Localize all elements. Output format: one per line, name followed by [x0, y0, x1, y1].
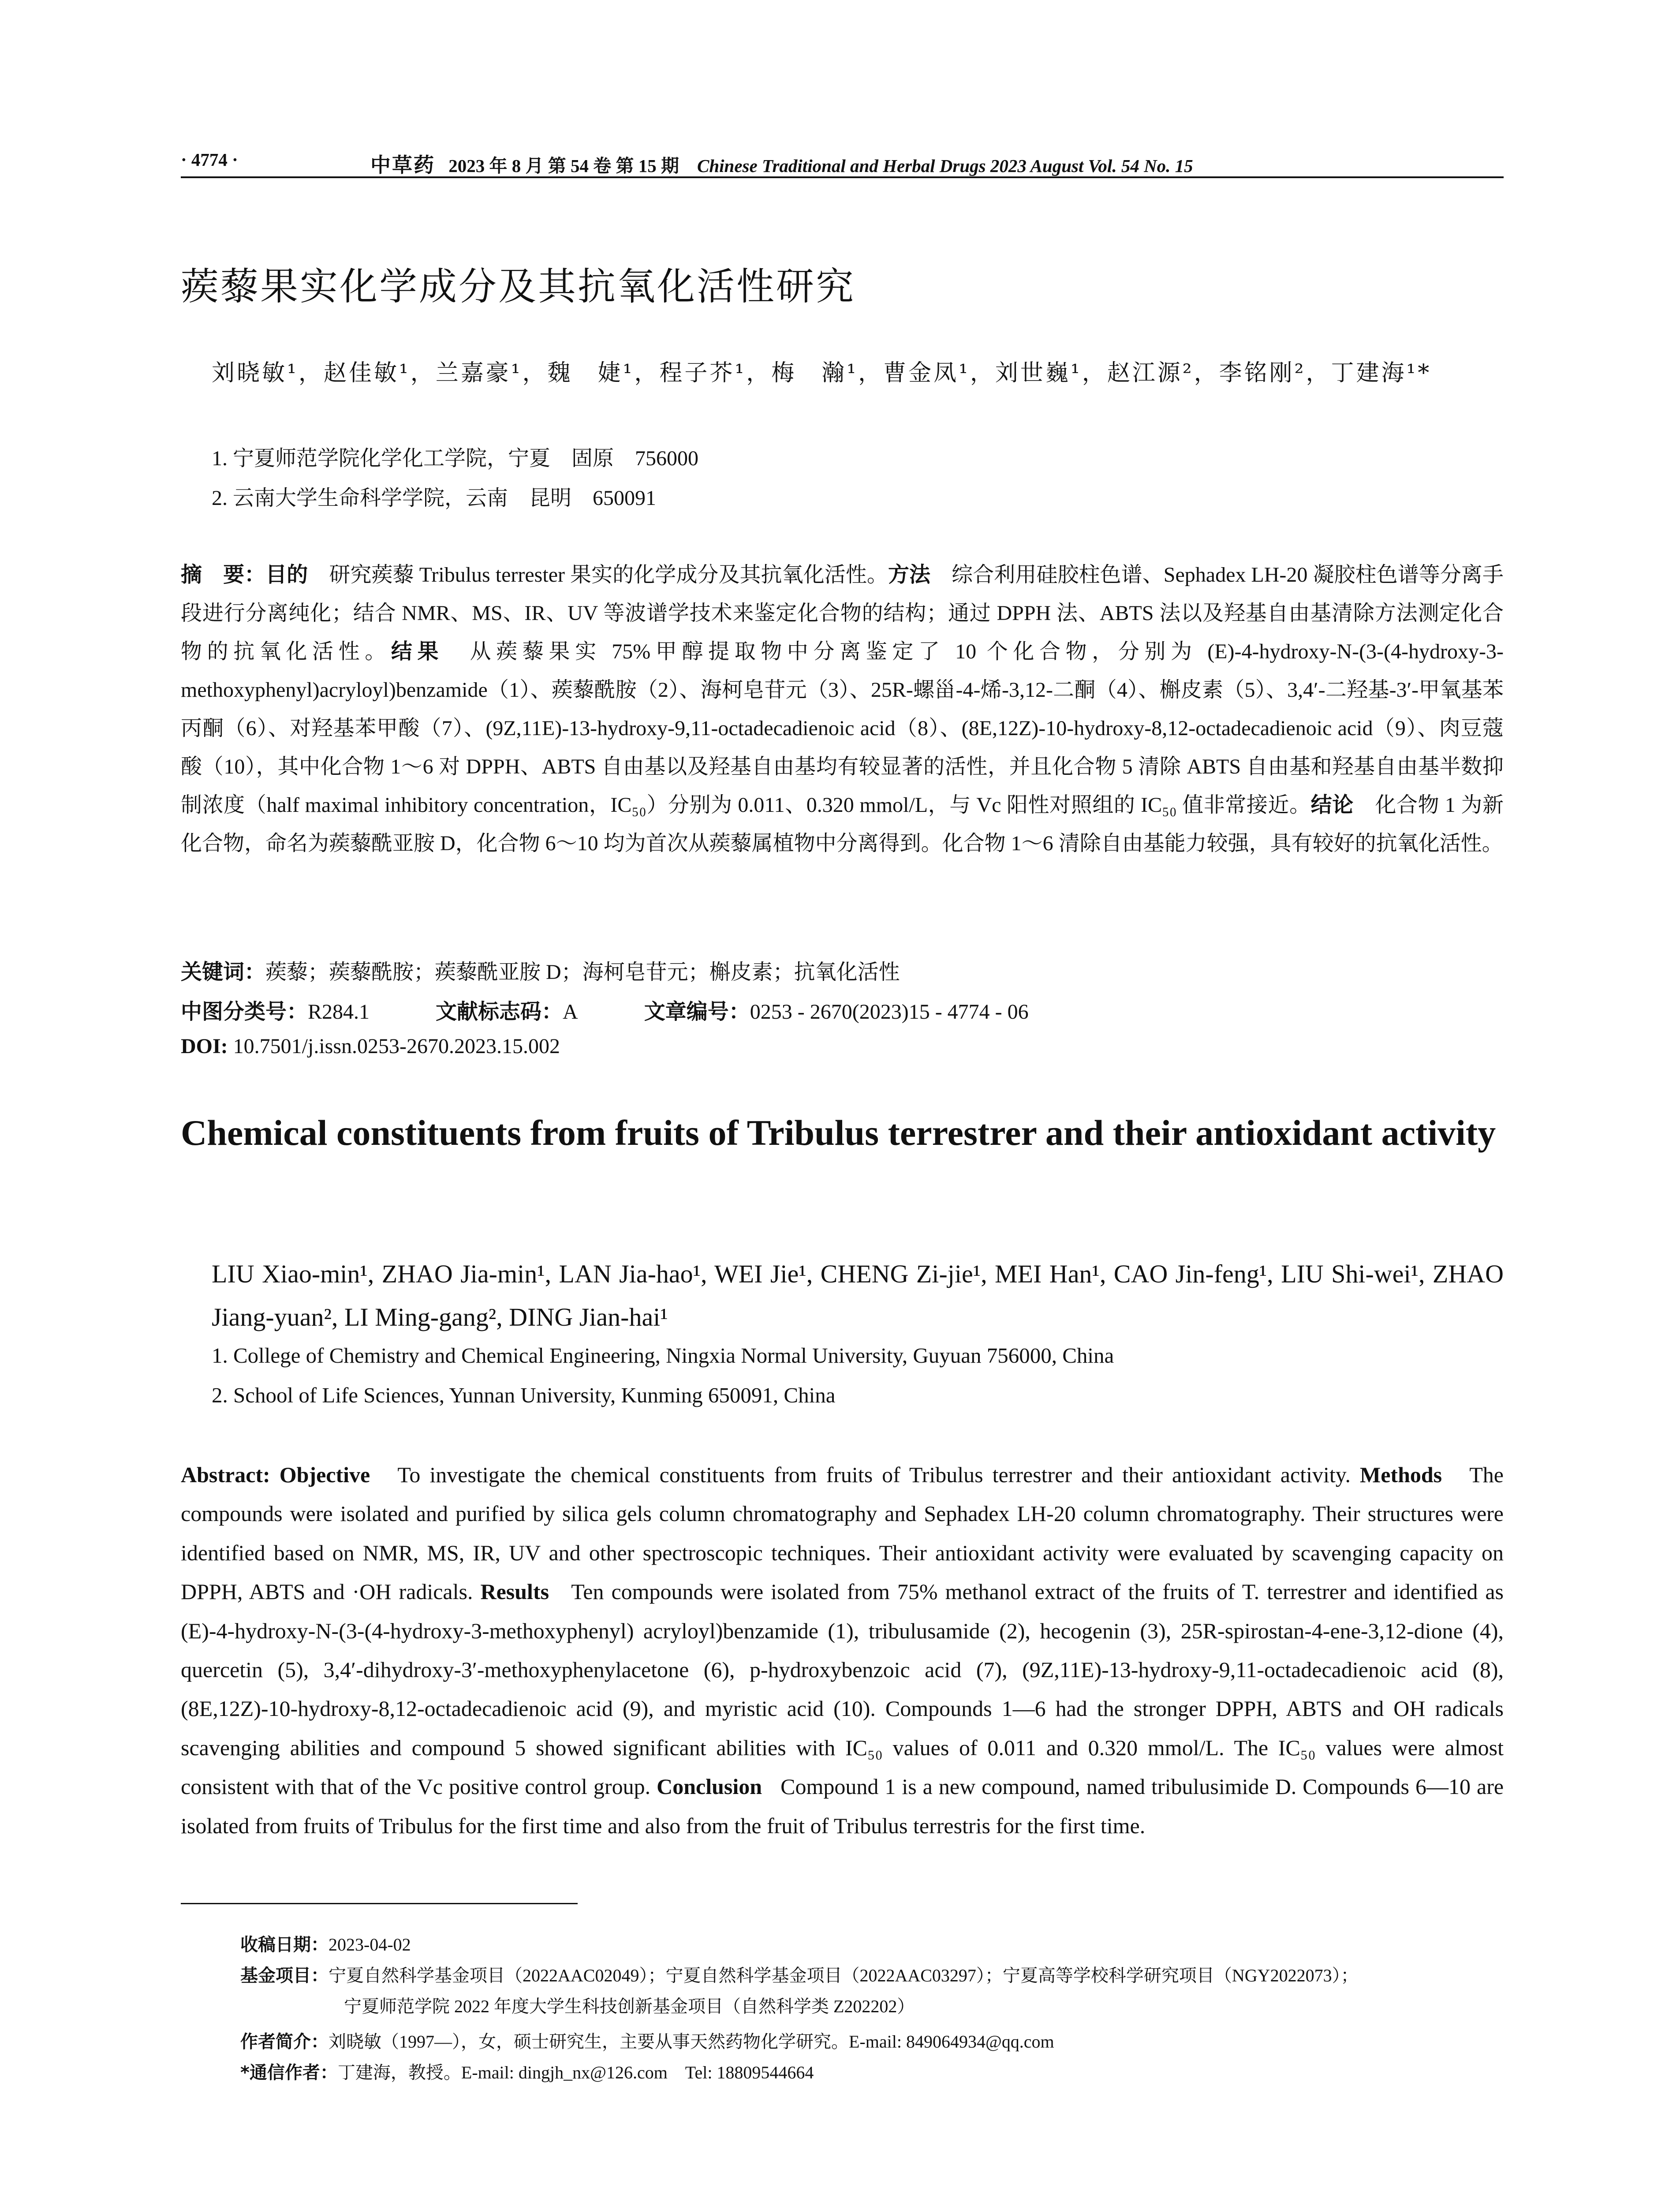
- cn-conclusion-label: 结论: [1310, 792, 1354, 817]
- cn-objective-label: 目的: [265, 562, 308, 587]
- footnote-corresponding: [240, 2057, 1497, 2088]
- en-affiliation-2: 2. School of Life Sciences, Yunnan University, Kunming 650091, China: [212, 1383, 836, 1407]
- en-objective-text: To investigate the chemical constituents from fruits of Tribulus terrestrer and their antioxidant activity.: [397, 1462, 1351, 1487]
- footnote-received: [240, 1929, 1497, 1960]
- clc-value: R284.1: [308, 1000, 370, 1024]
- cn-results-text: 从蒺藜果实 75%甲醇提取物中分离鉴定了 10 个化合物，分别为 (E)-4-hydroxy-N-(3-(4-hydroxy-3-methoxyphenyl)acryloyl)benzamide（1）、蒺藜酰胺（2）、海柯皂苷元（3）、25R-螺甾-4-烯-3,12-二酮（4）、槲皮素（5）、3,4′-二羟基-3′-甲氧基苯丙酮（6）、对羟基苯甲酸（7）、(9Z,11E)-13-hydroxy-9,11-octadecadienoic acid（8）、(8E,12Z)-10-hydroxy-8,12-octadecadienoic acid（9）、肉豆蔻酸（10），其中化合物 1～6 对 DPPH、ABTS 自由基以及羟基自由基均有较显著的活性，并且化合物 5 清除 ABTS 自由基和羟基自由基半数抑制浓度（half maximal inhibitory concentration，IC₅₀）分别为 0.011、0.320 mmol/L，与 Vc 阳性对照组的 IC₅₀ 值非常接近。: [181, 640, 1504, 817]
- cn-affiliation-2: 2. 云南大学生命科学学院，云南 昆明 650091: [212, 486, 657, 510]
- en-results-text: Ten compounds were isolated from 75% methanol extract of the fruits of T. terrestrer and identified as (E)-4-hydroxy-N-(3-(4-hydroxy-3-methoxyphenyl) acryloyl)benzamide (1), tribulusamide (2), hecogenin (3), 25R-spirostan-4-ene-3,12-dione (4), quercetin (5), 3,4′-dihydroxy-3′-methoxyphenylacetone (6), p-hydroxybenzoic acid (7), (9Z,11E)-13-hydroxy-9,11-octadecadienoic acid (8), (8E,12Z)-10-hydroxy-8,12-octadecadienoic acid (9), and myristic acid (10). Compounds 1—6 had the stronger DPPH, ABTS and OH radicals scavenging abilities and compound 5 showed significant abilities with IC₅₀ values of 0.011 and 0.320 mmol/L. The IC₅₀ values were almost consistent with that of the Vc positive control group.: [181, 1579, 1504, 1799]
- cn-abstract: [181, 556, 1504, 863]
- footnote-fund: [240, 1960, 1497, 1991]
- en-abstract-label: Abstract:: [181, 1462, 270, 1487]
- author-bio: 刘晓敏（1997—），女，硕士研究生，主要从事天然药物化学研究。E-mail: 849064934@qq.com: [329, 2032, 1054, 2052]
- footnote-rule: [181, 1903, 578, 1904]
- article-no-label: 文章编号：: [644, 999, 750, 1024]
- doi-value: 10.7501/j.issn.0253-2670.2023.15.002: [233, 1035, 560, 1058]
- cn-methods-text: 综合利用硅胶柱色谱、Sephadex LH-20 凝胶柱色谱等分离手段进行分离纯化；结合 NMR、MS、IR、UV 等波谱学技术来鉴定化合物的结构；通过 DPPH 法、ABTS 法以及羟基自由基清除方法测定化合物的抗氧化活性。: [181, 563, 1504, 663]
- footnote-fund-cont: 宁夏师范学院 2022 年度大学生科技创新基金项目（自然科学类 Z202202）: [344, 1996, 915, 2016]
- fund-label: 基金项目：: [240, 1966, 329, 1986]
- journal-line: [370, 149, 1193, 178]
- doi-label: DOI:: [181, 1035, 228, 1058]
- cn-affiliation-1: 1. 宁夏师范学院化学化工学院，宁夏 固原 756000: [212, 447, 699, 470]
- author-bio-label: 作者简介：: [240, 2032, 329, 2052]
- cn-conclusion-text: 化合物 1 为新化合物，命名为蒺藜酰亚胺 D，化合物 6～10 均为首次从蒺藜属植物中分离得到。化合物 1～6 清除自由基能力较强，具有较好的抗氧化活性。: [181, 793, 1504, 855]
- cn-doi: [181, 1034, 560, 1058]
- keywords-label: 关键词：: [181, 960, 266, 984]
- page-number: · 4774 ·: [181, 149, 238, 170]
- cn-objective-text: 研究蒺藜 Tribulus terrester 果实的化学成分及其抗氧化活性。: [308, 563, 888, 587]
- en-title: Chemical constituents from fruits of Tribulus terrestrer and their antioxidant activity: [181, 1113, 1496, 1153]
- journal-name-cn: 中草药: [370, 154, 435, 176]
- clc-label: 中图分类号：: [181, 999, 308, 1024]
- en-results-label: Results: [480, 1579, 549, 1604]
- received-label: 收稿日期：: [240, 1935, 329, 1955]
- header-rule: [181, 176, 1504, 178]
- fund-line-1: 宁夏自然科学基金项目（2022AAC02049）；宁夏自然科学基金项目（2022AAC03297）；宁夏高等学校科学研究项目（NGY2022073）；: [329, 1966, 1359, 1985]
- cn-keywords: [181, 955, 900, 985]
- en-conclusion-text: Compound 1 is a new compound, named tribulusimide D. Compounds 6—10 are isolated from fruits of Tribulus for the first time and also from the fruit of Tribulus terrestris for the first time.: [181, 1774, 1504, 1838]
- cn-authors: 刘晓敏¹，赵佳敏¹，兰嘉豪¹，魏 婕¹，程子芥¹，梅 瀚¹，曹金凤¹，刘世巍¹，赵江源²，李铭刚²，丁建海¹*: [212, 360, 1432, 386]
- corresponding-label: *通信作者：: [240, 2063, 338, 2083]
- en-objective-label: Objective: [279, 1462, 370, 1487]
- en-conclusion-label: Conclusion: [657, 1774, 762, 1799]
- article-no-value: 0253 - 2670(2023)15 - 4774 - 06: [750, 1000, 1029, 1024]
- keywords-text: 蒺藜；蒺藜酰胺；蒺藜酰亚胺 D；海柯皂苷元；槲皮素；抗氧化活性: [265, 960, 900, 984]
- cn-methods-label: 方法: [888, 562, 931, 587]
- cn-classification: [181, 994, 1029, 1025]
- en-methods-text: The compounds were isolated and purified by silica gels column chromatography and Sephadex LH-20 column chromatography. Their structures were identified based on NMR, MS, IR, UV and other spectroscopic techniques. Their antioxidant activity were evaluated by scavenging capacity on DPPH, ABTS and ·OH radicals.: [181, 1462, 1504, 1604]
- issue-cn: 2023 年 8 月 第 54 卷 第 15 期: [448, 156, 679, 176]
- en-abstract: [181, 1455, 1504, 1845]
- footnote-author: [240, 2026, 1497, 2057]
- received-date: 2023-04-02: [329, 1935, 411, 1955]
- en-authors: LIU Xiao-min¹, ZHAO Jia-min¹, LAN Jia-hao¹, WEI Jie¹, CHENG Zi-jie¹, MEI Han¹, CAO Jin-feng¹, LIU Shi-wei¹, ZHAO Jiang-yuan², LI Ming-gang², DING Jian-hai¹: [212, 1259, 1504, 1331]
- doc-code-value: A: [563, 1000, 578, 1024]
- cn-abstract-label: 摘 要：: [181, 562, 266, 587]
- corresponding-author: 丁建海，教授。E-mail: dingjh_nx@126.com Tel: 18809544664: [337, 2063, 814, 2082]
- running-header: [181, 146, 1504, 176]
- cn-results-label: 结果: [391, 639, 444, 664]
- en-methods-label: Methods: [1360, 1462, 1442, 1487]
- cn-title: 蒺藜果实化学成分及其抗氧化活性研究: [181, 265, 855, 309]
- journal-name-en: Chinese Traditional and Herbal Drugs 2023 August Vol. 54 No. 15: [697, 156, 1193, 176]
- en-affiliation-1: 1. College of Chemistry and Chemical Engineering, Ningxia Normal University, Guyuan 756000, China: [212, 1343, 1114, 1368]
- doc-code-label: 文献标志码：: [436, 999, 563, 1024]
